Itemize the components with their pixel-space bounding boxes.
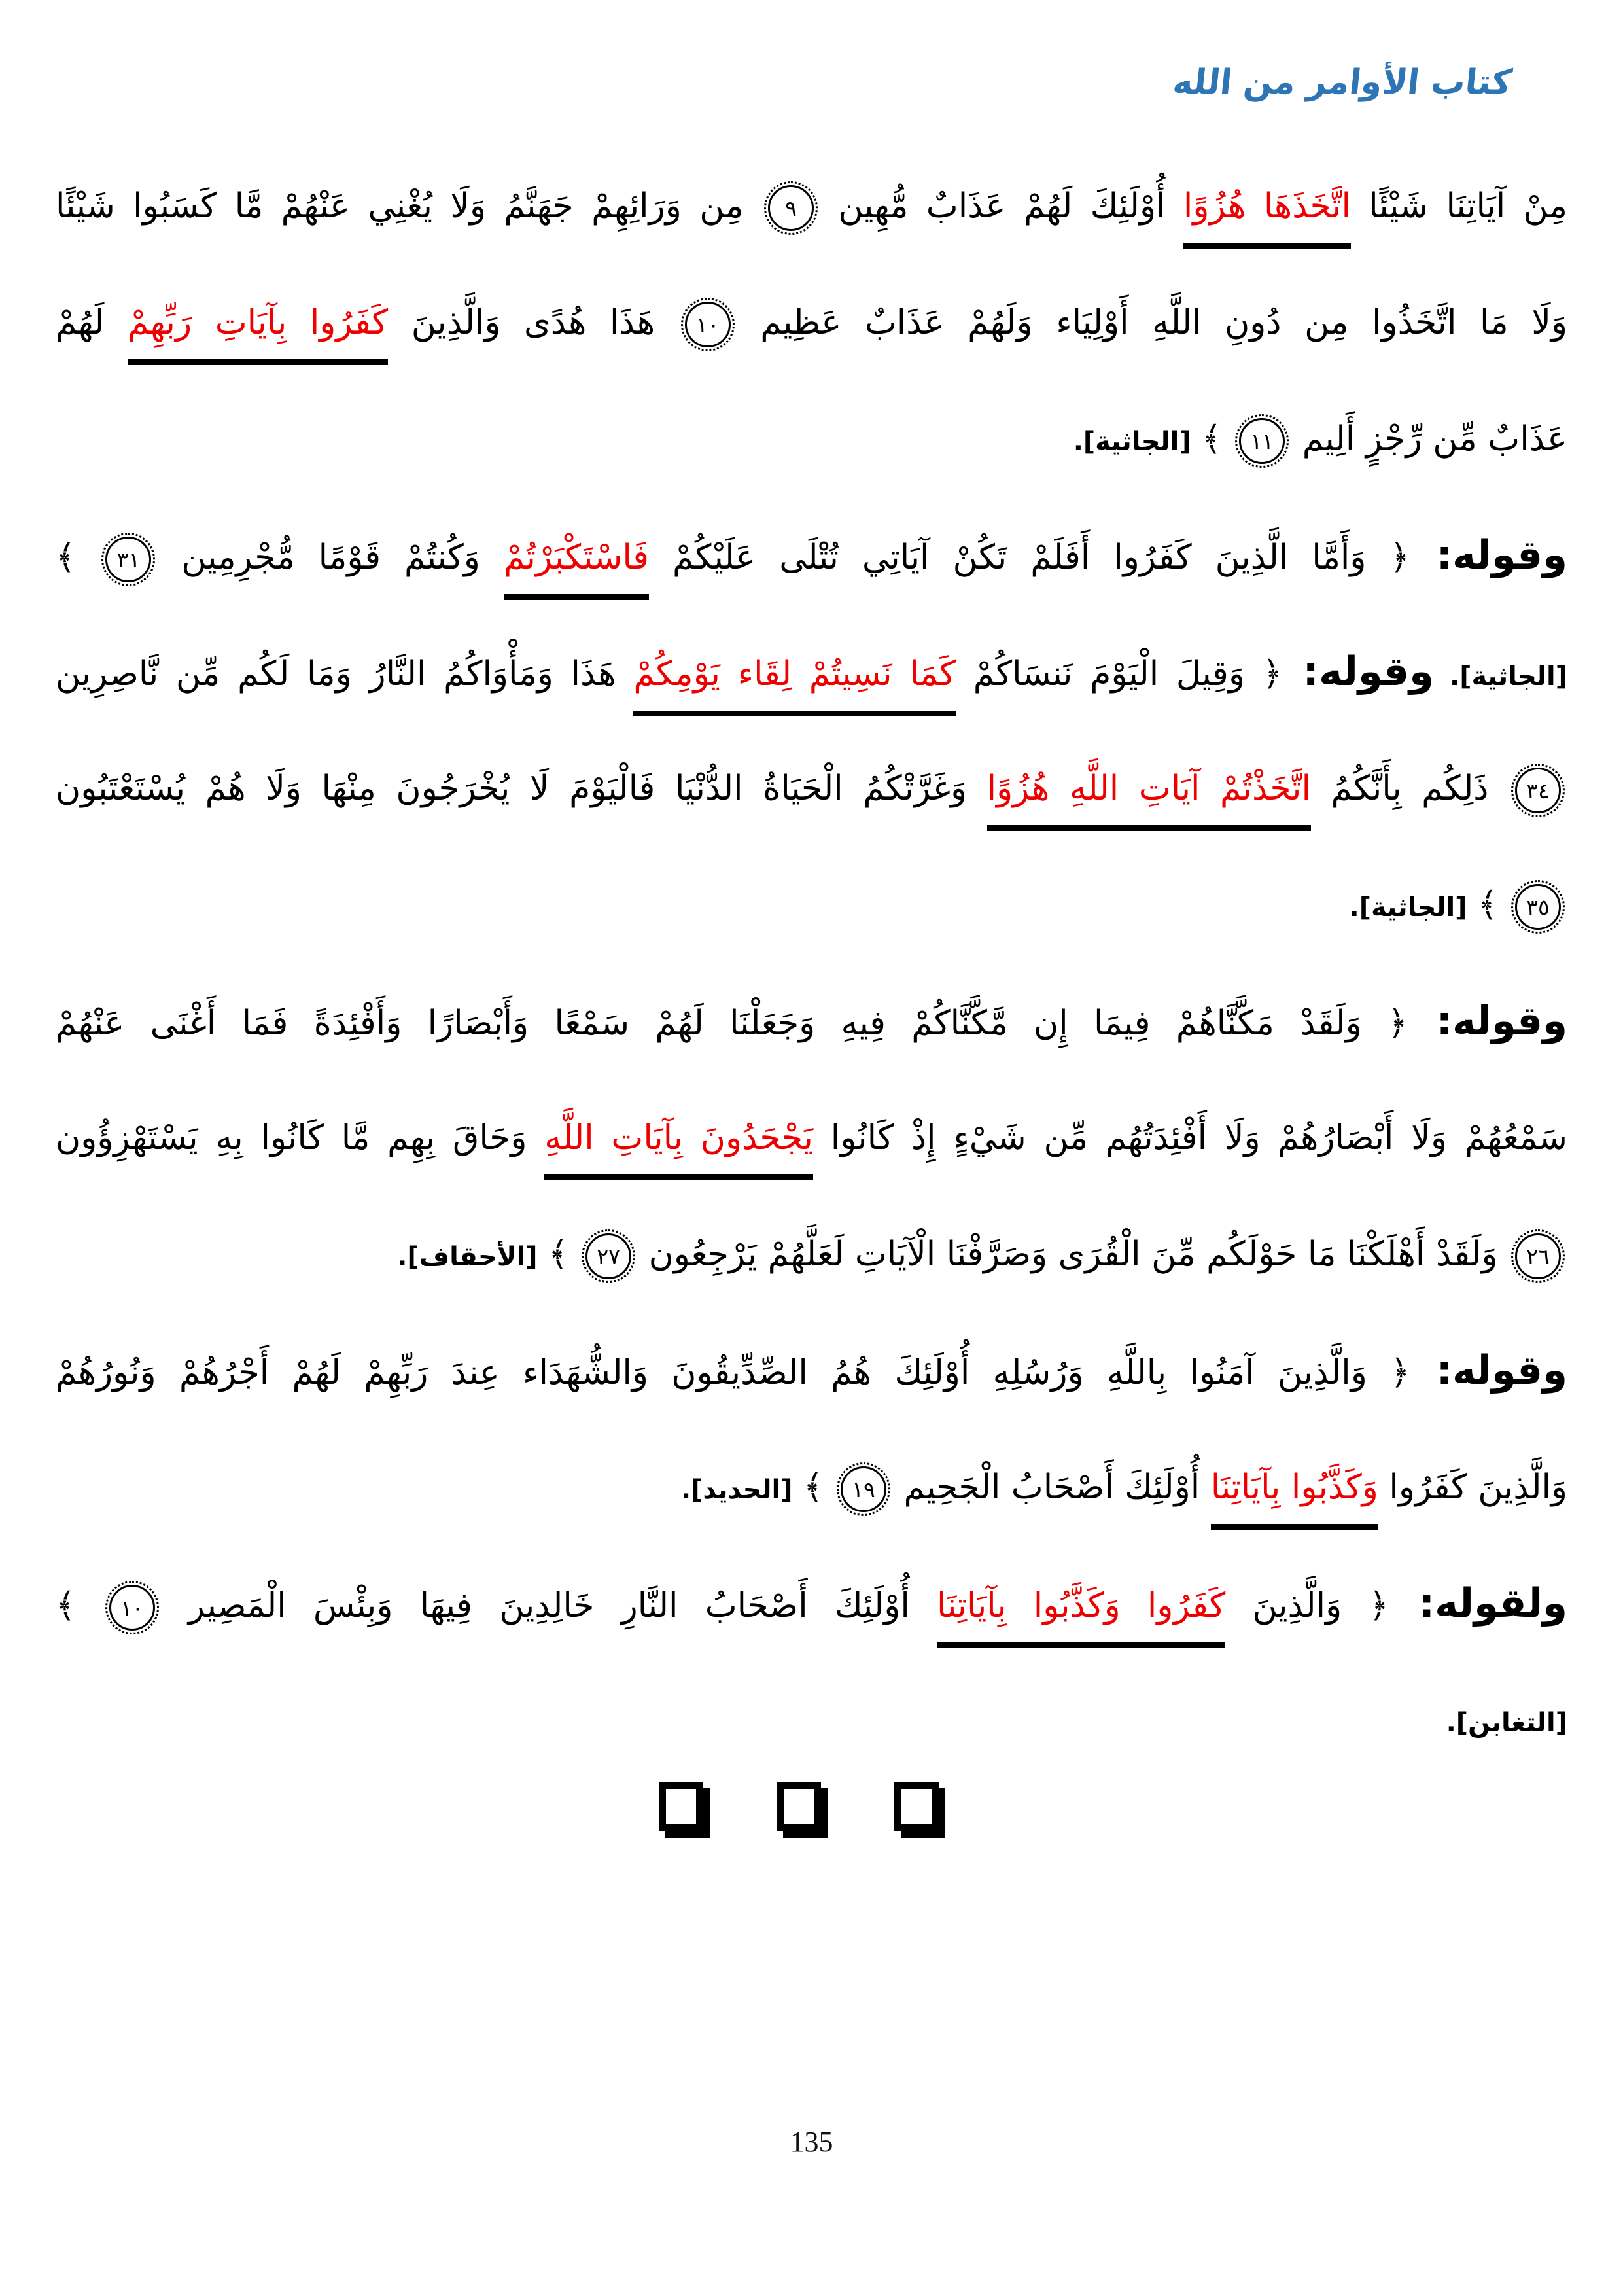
- text-line: [56, 1545, 1567, 1662]
- quran-text: وَلَا مَا اتَّخَذُوا مِن دُونِ اللَّهِ أَوْلِيَاء وَلَهُمْ عَذَابٌ عَظِيم: [737, 303, 1568, 342]
- highlighted-term: وَكَذَّبُوا بِآيَاتِنَا: [1211, 1468, 1378, 1530]
- text-line: [56, 1080, 1567, 1196]
- shadowed-square-icon: [777, 1782, 821, 1831]
- ayah-marker: ١٠: [109, 1585, 155, 1631]
- quran-text: ﴾: [1191, 419, 1233, 459]
- text-line: [56, 264, 1567, 381]
- quran-text: ذَلِكُم بِأَنَّكُمُ: [1310, 769, 1509, 808]
- ayah-marker: ٣٥: [1515, 884, 1561, 930]
- ayah-marker: ٣١: [105, 537, 151, 582]
- chapter-header: كتاب الأوامر من الله: [1170, 63, 1514, 102]
- ayah-marker: ١٩: [841, 1466, 886, 1512]
- speech-lead: وقوله:: [1282, 648, 1434, 695]
- quran-text: ﴿ وَالَّذِينَ: [1225, 1586, 1389, 1625]
- ayah-marker: ٢٦: [1515, 1233, 1561, 1279]
- quran-text: أُوْلَئِكَ لَهُمْ عَذَابٌ مُّهِين: [820, 186, 1183, 226]
- quran-text: ﴾: [537, 1235, 580, 1274]
- shadowed-square-icon: [894, 1782, 939, 1831]
- surah-citation: [الأحقاف].: [397, 1242, 538, 1272]
- surah-citation: [التغابن].: [1446, 1708, 1567, 1738]
- quran-text: وَالَّذِينَ كَفَرُوا: [1378, 1468, 1567, 1507]
- quran-text: ﴿ وَقِيلَ الْيَوْمَ نَنسَاكُمْ: [956, 654, 1283, 694]
- text-line: [56, 381, 1567, 497]
- text-line: [56, 614, 1567, 730]
- quran-text: لَهُمْ: [56, 303, 128, 342]
- highlighted-term: اتَّخَذْتُمْ آيَاتِ اللَّهِ هُزُوًا: [987, 769, 1311, 831]
- ayah-marker: ١٠: [685, 302, 731, 347]
- surah-citation: [الجاثية].: [1073, 427, 1191, 457]
- quran-text: هَذَا وَمَأْوَاكُمُ النَّارُ وَمَا لَكُم مِّن نَّاصِرِين: [56, 654, 634, 694]
- surah-citation: [الجاثية].: [1349, 892, 1467, 923]
- surah-citation: [الحديد].: [680, 1475, 793, 1505]
- quran-text: ﴿ وَالَّذِينَ آمَنُوا بِاللَّهِ وَرُسُلِهِ أُوْلَئِكَ هُمُ الصِّدِّيقُونَ وَالشُّهَدَاء عِندَ رَبِّهِمْ لَهُمْ أَجْرُهُمْ وَنُورُهُمْ: [56, 1353, 1410, 1392]
- highlighted-term: فَاسْتَكْبَرْتُمْ: [504, 538, 649, 600]
- quran-text: مِنْ آيَاتِنَا شَيْئًا: [1350, 186, 1567, 226]
- highlighted-term: يَجْحَدُونَ بِآيَاتِ اللَّهِ: [544, 1118, 813, 1180]
- text-line: [56, 1662, 1567, 1778]
- quran-text: ﴾: [56, 1586, 103, 1625]
- ayah-marker: ٩: [768, 185, 814, 231]
- text-line: [56, 847, 1567, 963]
- highlighted-term: كَمَا نَسِيتُمْ لِقَاء يَوْمِكُمْ: [633, 654, 956, 716]
- quran-text: ﴾: [1467, 885, 1509, 925]
- speech-lead: وقوله:: [1410, 1347, 1567, 1394]
- ayah-marker: ٢٧: [585, 1233, 631, 1279]
- quran-text: مِن وَرَائِهِمْ جَهَنَّمُ وَلَا يُغْنِي عَنْهُمْ مَّا كَسَبُوا شَيْئًا: [56, 186, 761, 226]
- quran-text: وَحَاقَ بِهِم مَّا كَانُوا بِهِ يَسْتَهْزِؤُون: [56, 1118, 545, 1157]
- highlighted-term: اتَّخَذَهَا هُزُوًا: [1183, 186, 1351, 249]
- shadowed-square-icon: [659, 1782, 703, 1831]
- highlighted-term: كَفَرُوا وَكَذَّبُوا بِآيَاتِنَا: [937, 1586, 1225, 1648]
- text-line: [56, 730, 1567, 847]
- quran-text: أُوْلَئِكَ أَصْحَابُ النَّارِ خَالِدِينَ فِيهَا وَبِئْسَ الْمَصِير: [161, 1586, 937, 1625]
- text-line: [56, 1313, 1567, 1429]
- quran-text: هَذَا هُدًى وَالَّذِينَ: [388, 303, 678, 342]
- quran-text: وَكُنتُمْ قَوْمًا مُّجْرِمِين: [158, 538, 504, 577]
- section-divider: [0, 1782, 1597, 1834]
- speech-lead: وقوله:: [1409, 532, 1568, 578]
- text-line: [56, 1429, 1567, 1545]
- ayah-marker: ٣٤: [1515, 768, 1561, 813]
- highlighted-term: كَفَرُوا بِآيَاتِ رَبِّهِمْ: [128, 303, 388, 365]
- surah-citation: [الجاثية].: [1433, 662, 1567, 692]
- text-line: [56, 963, 1567, 1080]
- page-number: 135: [790, 2126, 833, 2158]
- text-line: [56, 497, 1567, 614]
- quran-text: ﴿ وَلَقَدْ مَكَّنَّاهُمْ فِيمَا إِن مَّكَّنَّاكُمْ فِيهِ وَجَعَلْنَا لَهُمْ سَمْعًا وَأَبْصَارًا وَأَفْئِدَةً فَمَا أَغْنَى عَنْهُمْ: [56, 1004, 1408, 1043]
- quran-text: سَمْعُهُمْ وَلَا أَبْصَارُهُمْ وَلَا أَفْئِدَتُهُم مِّن شَيْءٍ إِذْ كَانُوا: [813, 1118, 1568, 1157]
- text-line: [56, 148, 1567, 264]
- text-line: [56, 1196, 1567, 1313]
- quran-text: وَلَقَدْ أَهْلَكْنَا مَا حَوْلَكُم مِّنَ الْقُرَى وَصَرَّفْنَا الْآيَاتِ لَعَلَّهُمْ يَرْجِعُون: [638, 1235, 1509, 1274]
- body-lines: [56, 148, 1567, 1778]
- ayah-marker: ١١: [1239, 418, 1285, 464]
- quran-text: أُوْلَئِكَ أَصْحَابُ الْجَحِيم: [893, 1468, 1211, 1507]
- speech-lead: وقوله:: [1407, 998, 1567, 1044]
- quran-text: عَذَابٌ مِّن رِّجْزٍ أَلِيم: [1291, 419, 1567, 459]
- quran-text: ﴾: [56, 538, 99, 577]
- quran-text: ﴿ وَأَمَّا الَّذِينَ كَفَرُوا أَفَلَمْ تَكُنْ آيَاتِي تُتْلَى عَلَيْكُمْ: [649, 538, 1410, 577]
- quran-text: ﴾: [792, 1468, 835, 1507]
- quran-text: وَغَرَّتْكُمُ الْحَيَاةُ الدُّنْيَا فَالْيَوْمَ لَا يُخْرَجُونَ مِنْهَا وَلَا هُمْ يُسْتَعْتَبُون: [56, 769, 987, 808]
- speech-lead: ولقوله:: [1388, 1580, 1568, 1627]
